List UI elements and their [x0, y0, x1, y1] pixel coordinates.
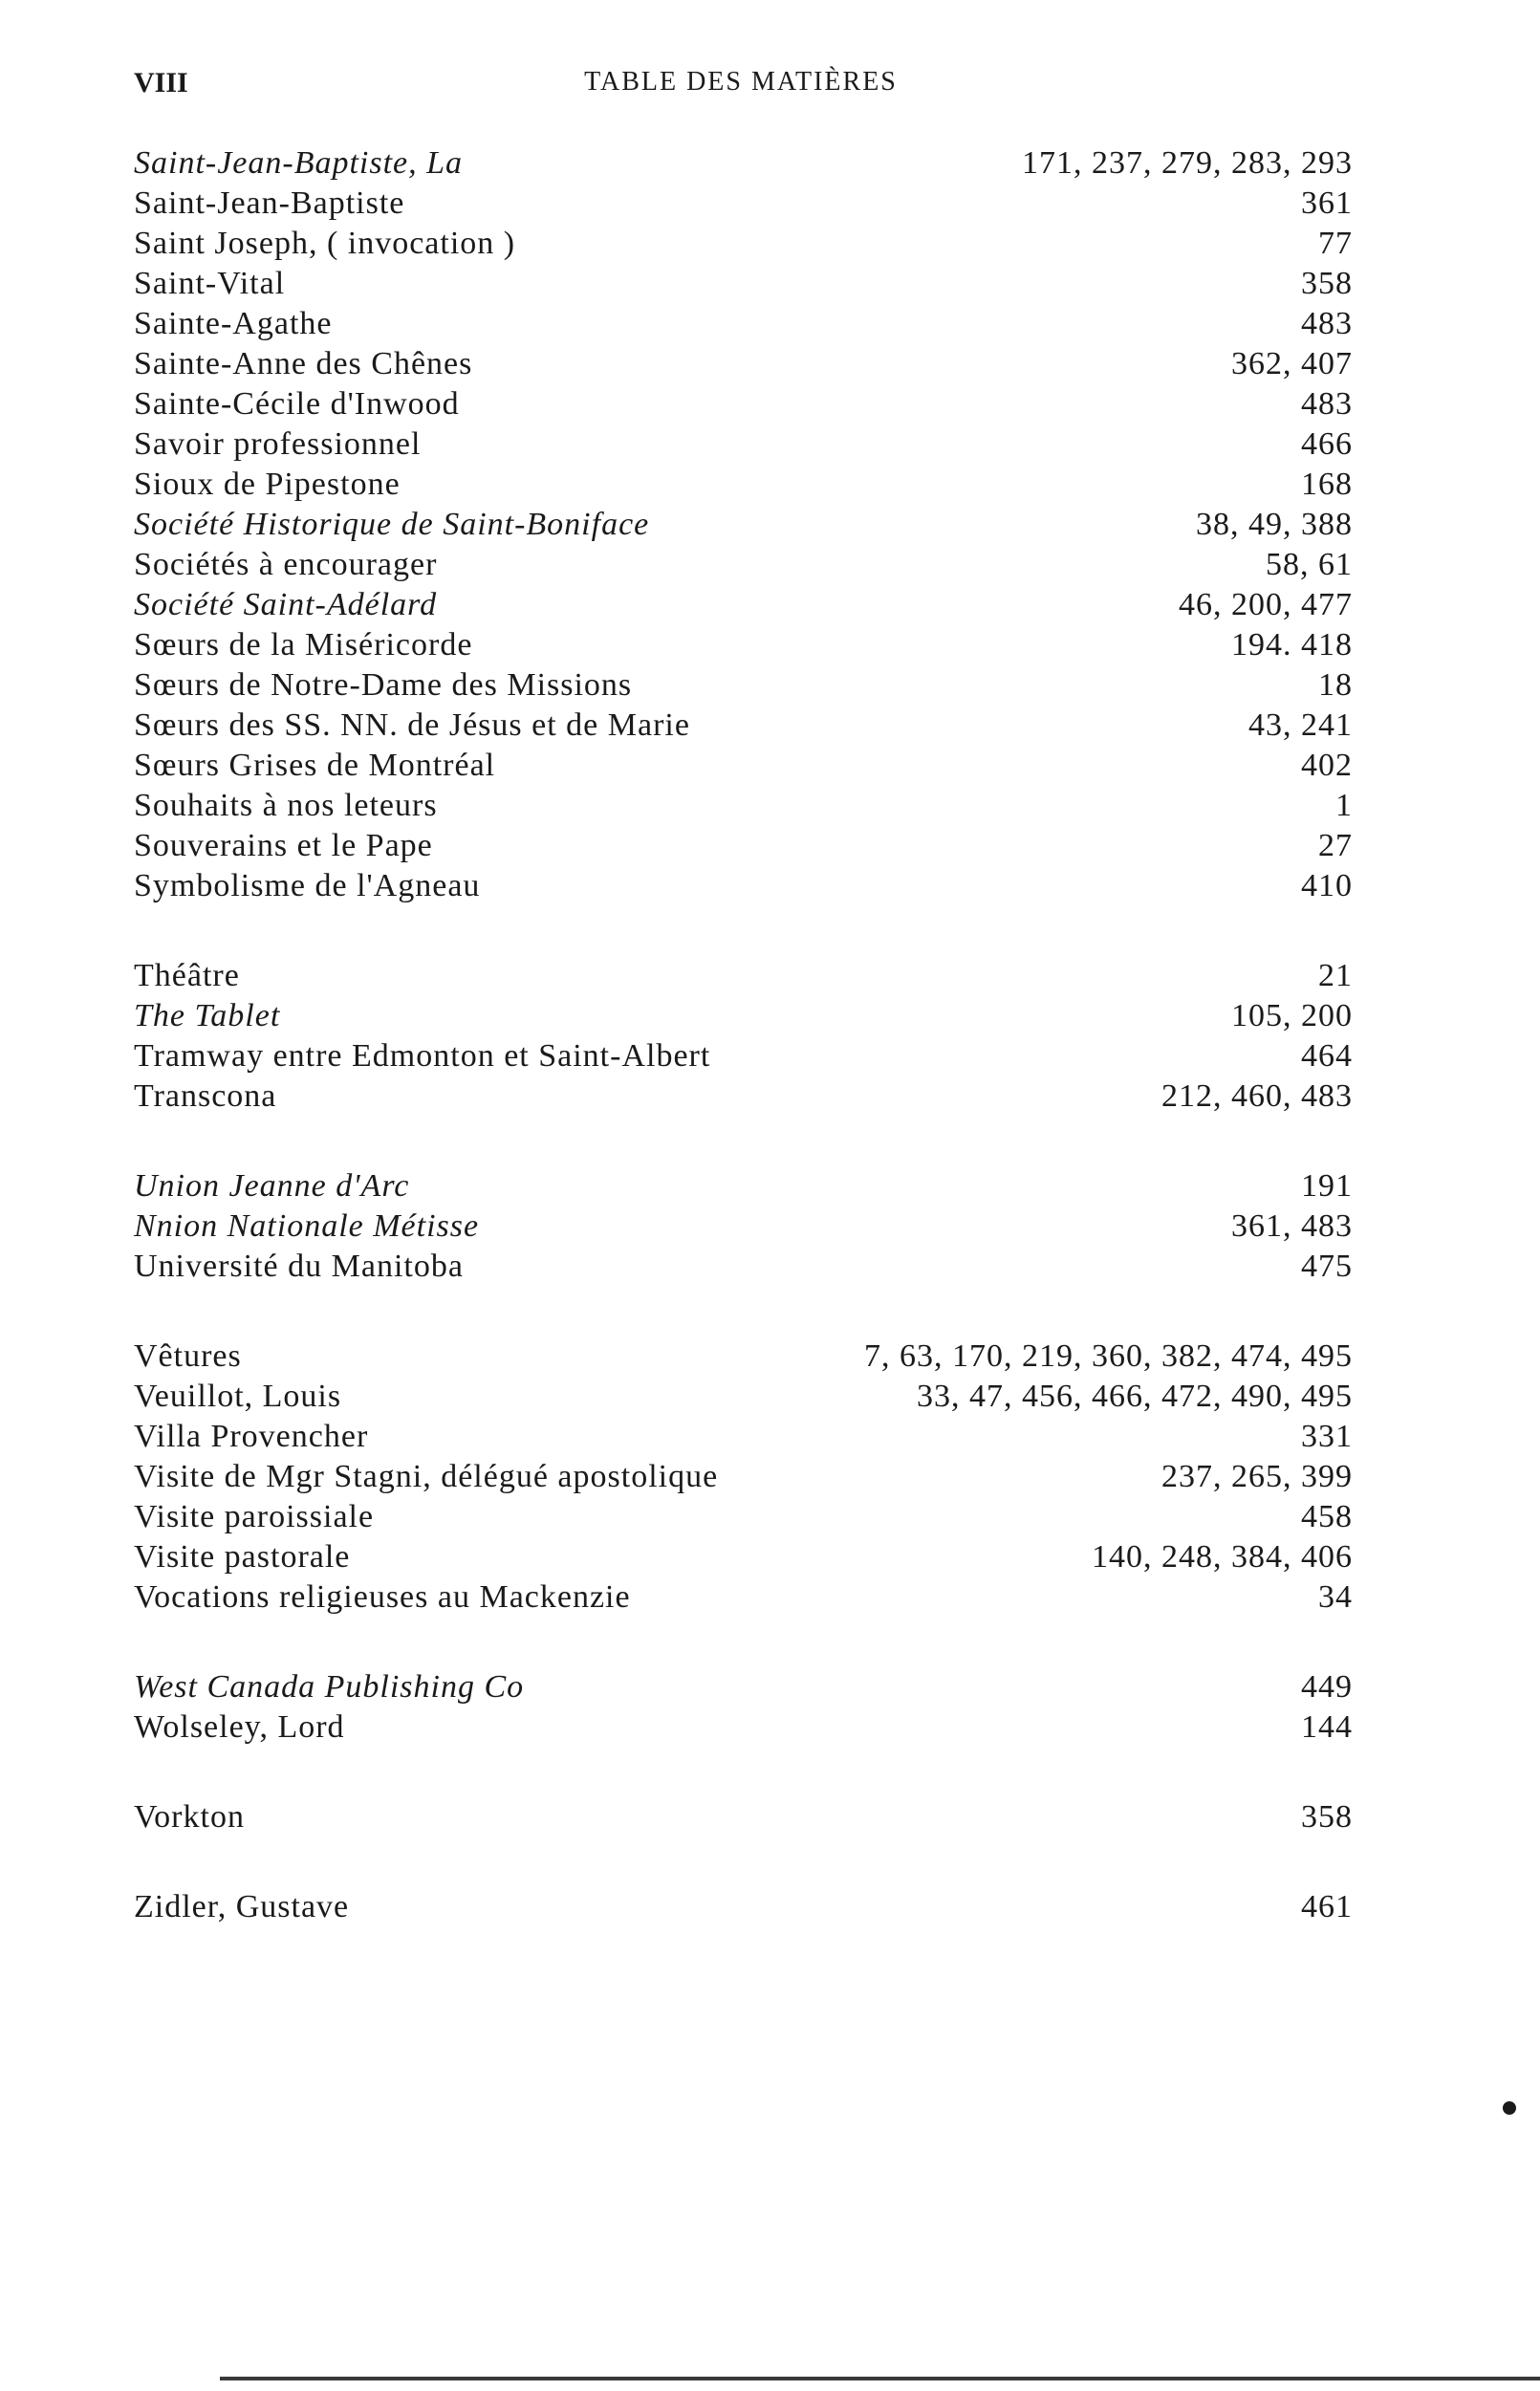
entry-term: Nnion Nationale Métisse: [134, 1208, 480, 1244]
entry-pages: 33, 47, 456, 466, 472, 490, 495: [917, 1379, 1353, 1414]
entry-term: Villa Provencher: [134, 1419, 369, 1454]
entry-term: Souhaits à nos leteurs: [134, 788, 438, 823]
index-entry: [134, 384, 1353, 424]
entry-term: The Tablet: [134, 998, 281, 1033]
index-entry: [134, 143, 1353, 184]
entry-pages: 464: [1301, 1038, 1353, 1074]
entry-pages: 449: [1301, 1669, 1353, 1705]
entry-pages: 144: [1301, 1709, 1353, 1745]
entry-pages: 402: [1301, 748, 1353, 783]
index-entry: [134, 665, 1353, 706]
entry-term: Sœurs Grises de Montréal: [134, 748, 496, 783]
index-entry: [134, 304, 1353, 344]
index-entry: [134, 545, 1353, 585]
index-entry: [134, 465, 1353, 505]
index-group: [134, 1667, 1353, 1748]
index-entry: [134, 424, 1353, 465]
index-entry: [134, 1537, 1353, 1577]
page-edge-rule: [220, 2377, 1540, 2380]
ink-spot: [1503, 2101, 1516, 2115]
entry-term: Théâtre: [134, 958, 240, 993]
entry-term: Vocations religieuses au Mackenzie: [134, 1579, 631, 1615]
entry-pages: 27: [1318, 828, 1353, 863]
entry-pages: 18: [1318, 667, 1353, 703]
entry-pages: 46, 200, 477: [1179, 587, 1353, 622]
entry-term: Société Historique de Saint-Boniface: [134, 507, 650, 542]
index-entry: [134, 344, 1353, 384]
index-entry: [134, 1497, 1353, 1537]
entry-pages: 7, 63, 170, 219, 360, 382, 474, 495: [864, 1338, 1353, 1374]
index-entry: [134, 1707, 1353, 1748]
entry-term: Sœurs de Notre-Dame des Missions: [134, 667, 633, 703]
entry-pages: 21: [1318, 958, 1353, 993]
index-list: [134, 143, 1353, 1977]
entry-pages: 362, 407: [1231, 346, 1353, 381]
entry-pages: 140, 248, 384, 406: [1092, 1539, 1353, 1575]
entry-pages: 475: [1301, 1249, 1353, 1284]
index-entry: [134, 1206, 1353, 1247]
index-group: [134, 1337, 1353, 1618]
entry-pages: 105, 200: [1231, 998, 1353, 1033]
entry-pages: 194. 418: [1231, 627, 1353, 663]
entry-term: Transcona: [134, 1078, 277, 1114]
entry-pages: 358: [1301, 266, 1353, 301]
index-entry: [134, 505, 1353, 545]
entry-term: Université du Manitoba: [134, 1249, 464, 1284]
index-entry: [134, 1377, 1353, 1417]
page-header: [134, 67, 1348, 105]
index-entry: [134, 224, 1353, 264]
index-entry: [134, 956, 1353, 996]
entry-term: Saint-Jean-Baptiste, La: [134, 145, 464, 181]
index-entry: [134, 786, 1353, 826]
index-group: [134, 1166, 1353, 1287]
index-entry: [134, 1887, 1353, 1927]
index-entry: [134, 1667, 1353, 1707]
index-group: [134, 956, 1353, 1117]
entry-term: Sainte-Anne des Chênes: [134, 346, 473, 381]
entry-term: Visite paroissiale: [134, 1499, 375, 1534]
index-entry: [134, 264, 1353, 304]
entry-pages: 361, 483: [1231, 1208, 1353, 1244]
entry-pages: 168: [1301, 467, 1353, 502]
entry-pages: 43, 241: [1248, 707, 1353, 743]
entry-term: Souverains et le Pape: [134, 828, 433, 863]
entry-pages: 466: [1301, 426, 1353, 462]
entry-pages: 461: [1301, 1889, 1353, 1924]
index-entry: [134, 826, 1353, 866]
entry-term: Société Saint-Adélard: [134, 587, 438, 622]
entry-pages: 171, 237, 279, 283, 293: [1022, 145, 1353, 181]
entry-pages: 191: [1301, 1168, 1353, 1204]
entry-term: Sœurs des SS. NN. de Jésus et de Marie: [134, 707, 690, 743]
index-entry: [134, 1337, 1353, 1377]
entry-term: Zidler, Gustave: [134, 1889, 350, 1924]
entry-pages: 358: [1301, 1799, 1353, 1835]
index-entry: [134, 585, 1353, 625]
entry-pages: 58, 61: [1266, 547, 1353, 582]
entry-pages: 38, 49, 388: [1196, 507, 1353, 542]
index-entry: [134, 996, 1353, 1036]
entry-term: Wolseley, Lord: [134, 1709, 345, 1745]
entry-term: Sociétés à encourager: [134, 547, 438, 582]
entry-term: Vorkton: [134, 1799, 245, 1835]
index-entry: [134, 1797, 1353, 1837]
entry-term: Saint-Jean-Baptiste: [134, 185, 405, 221]
index-entry: [134, 1036, 1353, 1076]
index-group: [134, 1887, 1353, 1927]
page-title: TABLE DES MATIÈRES: [584, 67, 898, 97]
index-entry: [134, 746, 1353, 786]
index-entry: [134, 1247, 1353, 1287]
entry-term: Sœurs de la Miséricorde: [134, 627, 473, 663]
entry-term: Tramway entre Edmonton et Saint-Albert: [134, 1038, 711, 1074]
entry-pages: 1: [1335, 788, 1353, 823]
entry-term: Sioux de Pipestone: [134, 467, 401, 502]
index-entry: [134, 866, 1353, 906]
entry-pages: 212, 460, 483: [1161, 1078, 1353, 1114]
entry-term: Symbolisme de l'Agneau: [134, 868, 481, 903]
index-entry: [134, 706, 1353, 746]
entry-pages: 483: [1301, 306, 1353, 341]
index-entry: [134, 625, 1353, 665]
entry-term: Visite de Mgr Stagni, délégué apostolique: [134, 1459, 719, 1494]
entry-pages: 34: [1318, 1579, 1353, 1615]
entry-pages: 237, 265, 399: [1161, 1459, 1353, 1494]
entry-pages: 410: [1301, 868, 1353, 903]
index-entry: [134, 1457, 1353, 1497]
entry-pages: 77: [1318, 226, 1353, 261]
index-group: [134, 1797, 1353, 1837]
entry-term: Union Jeanne d'Arc: [134, 1168, 410, 1204]
entry-term: Visite pastorale: [134, 1539, 351, 1575]
entry-term: Veuillot, Louis: [134, 1379, 342, 1414]
entry-term: West Canada Publishing Co: [134, 1669, 525, 1705]
page-number: VIII: [134, 67, 188, 98]
index-group: [134, 143, 1353, 906]
entry-term: Savoir professionnel: [134, 426, 422, 462]
entry-term: Vêtures: [134, 1338, 242, 1374]
index-entry: [134, 1417, 1353, 1457]
entry-term: Sainte-Cécile d'Inwood: [134, 386, 460, 422]
entry-pages: 361: [1301, 185, 1353, 221]
index-entry: [134, 1166, 1353, 1206]
entry-term: Saint Joseph, ( invocation ): [134, 226, 516, 261]
index-entry: [134, 1076, 1353, 1117]
entry-term: Sainte-Agathe: [134, 306, 333, 341]
entry-pages: 483: [1301, 386, 1353, 422]
entry-pages: 331: [1301, 1419, 1353, 1454]
entry-pages: 458: [1301, 1499, 1353, 1534]
entry-term: Saint-Vital: [134, 266, 286, 301]
index-entry: [134, 184, 1353, 224]
index-entry: [134, 1577, 1353, 1618]
